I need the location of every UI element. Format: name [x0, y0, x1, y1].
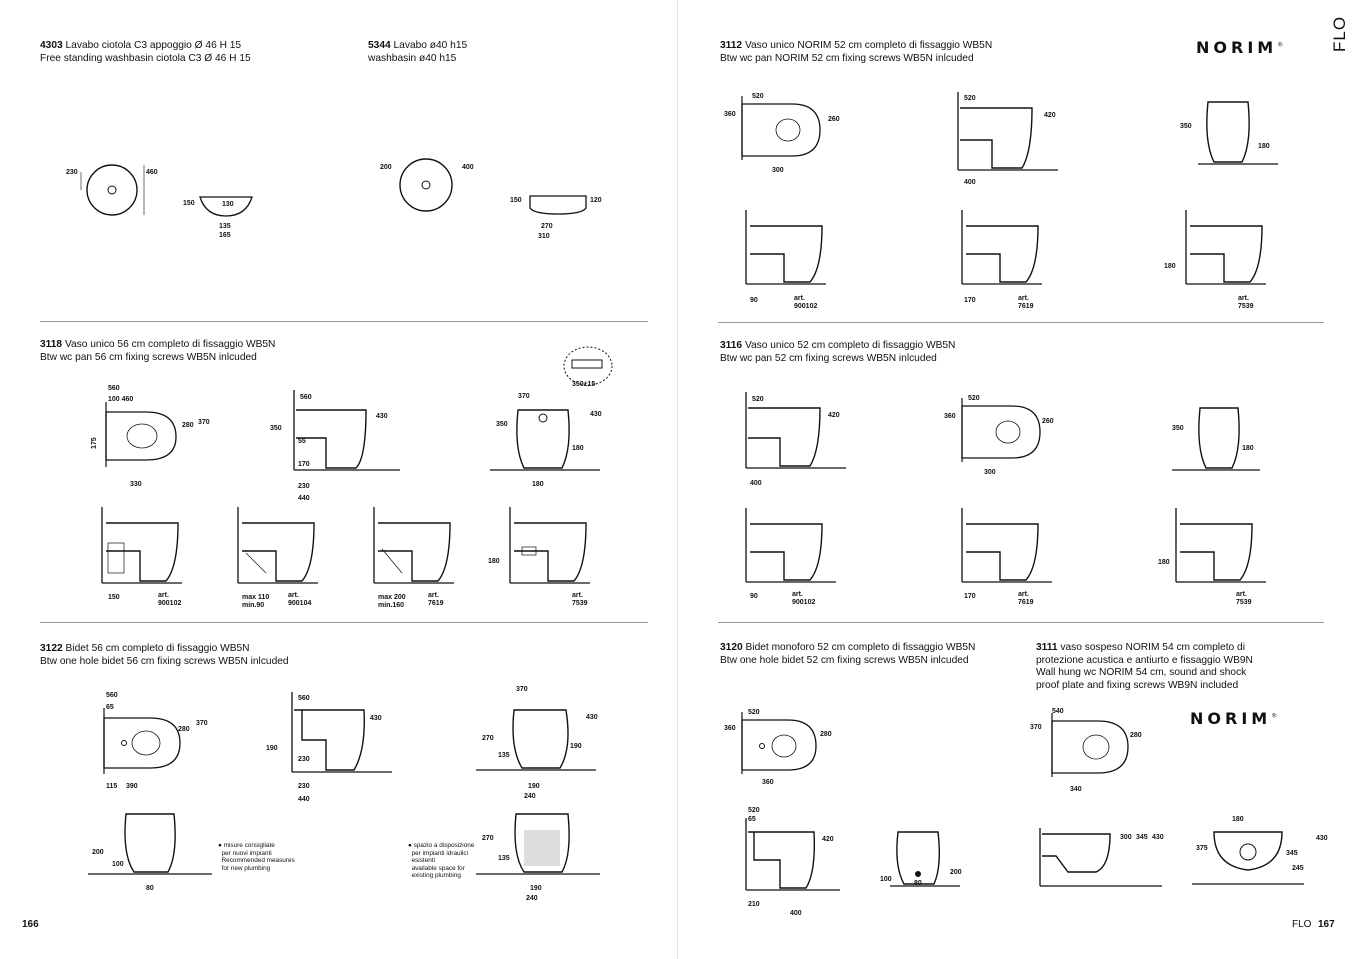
svg-text:min.160: min.160: [378, 602, 405, 609]
svg-text:190: 190: [570, 743, 582, 750]
drawing-3116-installations: [744, 504, 1304, 610]
svg-text:230: 230: [298, 756, 310, 763]
svg-text:900102: 900102: [158, 600, 182, 607]
svg-text:230: 230: [298, 783, 310, 790]
drawing-3111-side: [1038, 826, 1168, 896]
svg-text:7619: 7619: [428, 600, 444, 607]
drawing-3111-top: [1028, 705, 1158, 797]
svg-text:430: 430: [370, 715, 382, 722]
svg-text:345: 345: [1136, 834, 1148, 841]
svg-text:90: 90: [750, 297, 758, 304]
product-header-3111: 3111 vaso sospeso NORIM 54 cm completo di protezione acustica e antiurto e fissaggio WB9N Wall hung wc NORIM 54 cm, sound and shock proof plate and fixing screws WB9N included: [1036, 642, 1253, 691]
svg-text:175: 175: [91, 437, 98, 449]
svg-text:190: 190: [266, 745, 278, 752]
svg-text:400: 400: [790, 910, 802, 917]
svg-text:520: 520: [964, 95, 976, 102]
svg-text:180: 180: [1258, 143, 1270, 150]
svg-text:max 110: max 110: [242, 594, 270, 601]
svg-text:55: 55: [298, 438, 306, 445]
svg-text:art.: art.: [572, 592, 583, 599]
drawing-3118-side: [268, 388, 408, 503]
note-existing: ● spazio a disposizione per impianti idraulici esistenti available space for existing plumbing: [408, 842, 475, 880]
svg-text:200: 200: [92, 849, 104, 856]
product-header-3116: 3116 Vaso unico 52 cm completo di fissaggio WB5N Btw wc pan 52 cm fixing screws WB5N inlcuded: [720, 340, 956, 364]
drawing-5344-side: [508, 192, 608, 242]
svg-text:280: 280: [182, 422, 194, 429]
svg-text:350: 350: [496, 421, 508, 428]
svg-text:270: 270: [541, 223, 553, 230]
svg-text:180: 180: [532, 481, 544, 488]
svg-text:65: 65: [748, 816, 756, 823]
svg-text:560: 560: [108, 385, 120, 392]
svg-text:190: 190: [528, 783, 540, 790]
svg-text:7619: 7619: [1018, 303, 1034, 310]
svg-text:345: 345: [1286, 850, 1298, 857]
drawing-3122-side: [262, 690, 402, 805]
svg-text:370: 370: [196, 720, 208, 727]
product-header-3118: 3118 Vaso unico 56 cm completo di fissaggio WB5N Btw wc pan 56 cm fixing screws WB5N inlcuded: [40, 339, 276, 363]
svg-text:190: 190: [530, 885, 542, 892]
drawing-3116-side: [744, 388, 864, 488]
svg-text:520: 520: [968, 395, 980, 402]
drawing-3112-front: [1178, 92, 1288, 172]
svg-text:170: 170: [298, 461, 310, 468]
svg-text:80: 80: [146, 885, 154, 892]
drawing-3122-install-recommended: [88, 810, 218, 900]
svg-text:520: 520: [748, 807, 760, 814]
svg-text:7619: 7619: [1018, 599, 1034, 606]
product-header-5344: 5344 Lavabo ø40 h15 washbasin ø40 h15: [368, 40, 468, 64]
svg-text:300: 300: [984, 469, 996, 476]
svg-text:art.: art.: [158, 592, 169, 599]
svg-text:max 200: max 200: [378, 594, 406, 601]
svg-text:430: 430: [590, 411, 602, 418]
svg-text:360: 360: [762, 779, 774, 786]
svg-text:135: 135: [498, 752, 510, 759]
drawing-3118-front: [490, 388, 620, 488]
svg-text:120: 120: [590, 197, 602, 204]
svg-text:art.: art.: [1238, 295, 1249, 302]
svg-text:100 460: 100 460: [108, 396, 134, 403]
product-header-3112: 3112 Vaso unico NORIM 52 cm completo di fissaggio WB5N Btw wc pan NORIM 52 cm fixing screws WB5N inlcuded: [720, 40, 993, 64]
svg-text:300: 300: [1120, 834, 1132, 841]
svg-text:180: 180: [488, 558, 500, 565]
product-header-3120: 3120 Bidet monoforo 52 cm completo di fissaggio WB5N Btw one hole bidet 52 cm fixing screws WB5N inlcuded: [720, 642, 976, 666]
svg-text:350: 350: [1172, 425, 1184, 432]
svg-text:420: 420: [828, 412, 840, 419]
drawing-3120-front: [876, 828, 976, 908]
svg-text:540: 540: [1052, 708, 1064, 715]
svg-text:370: 370: [516, 686, 528, 693]
svg-text:150: 150: [108, 594, 120, 601]
brand-logo-2: NORIM®: [1190, 709, 1278, 728]
drawing-3122-front: [476, 682, 616, 802]
svg-text:180: 180: [1242, 445, 1254, 452]
svg-text:art.: art.: [1236, 591, 1247, 598]
svg-text:7539: 7539: [572, 600, 588, 607]
svg-text:375: 375: [1196, 845, 1208, 852]
drawing-3120-side: [744, 804, 864, 919]
svg-text:art.: art.: [794, 295, 805, 302]
svg-text:280: 280: [1130, 732, 1142, 739]
svg-text:130: 130: [222, 201, 234, 208]
svg-text:420: 420: [822, 836, 834, 843]
svg-text:560: 560: [106, 692, 118, 699]
svg-text:360: 360: [944, 413, 956, 420]
svg-text:360: 360: [724, 725, 736, 732]
svg-text:900104: 900104: [288, 600, 312, 607]
drawing-5344-top: [378, 155, 478, 225]
svg-text:420: 420: [1044, 112, 1056, 119]
svg-text:520: 520: [748, 709, 760, 716]
svg-text:350±15: 350±15: [572, 381, 596, 388]
svg-text:280: 280: [178, 726, 190, 733]
product-header-3122: 3122 Bidet 56 cm completo di fissaggio WB5N Btw one hole bidet 56 cm fixing screws WB5N inlcuded: [40, 643, 289, 667]
svg-text:245: 245: [1292, 865, 1304, 872]
svg-text:300: 300: [772, 167, 784, 174]
note-recommended: ● misure consigliate per nuovi impianti Recommended measures for new plumbing: [218, 842, 295, 872]
svg-text:180: 180: [1164, 263, 1176, 270]
svg-text:430: 430: [1152, 834, 1164, 841]
svg-text:80: 80: [914, 880, 922, 887]
svg-text:art.: art.: [1018, 295, 1029, 302]
svg-text:390: 390: [126, 783, 138, 790]
svg-text:440: 440: [298, 495, 310, 502]
svg-text:260: 260: [828, 116, 840, 123]
svg-text:270: 270: [482, 735, 494, 742]
drawing-3112-installations: [744, 206, 1304, 312]
svg-text:430: 430: [1316, 835, 1328, 842]
svg-text:560: 560: [300, 394, 312, 401]
drawing-3116-front: [1172, 400, 1282, 480]
page-number: 166: [22, 919, 39, 930]
svg-text:210: 210: [748, 901, 760, 908]
svg-text:560: 560: [298, 695, 310, 702]
svg-text:430: 430: [376, 413, 388, 420]
svg-text:art.: art.: [792, 591, 803, 598]
svg-text:150: 150: [183, 200, 195, 207]
divider: [718, 622, 1324, 623]
drawing-3116-top: [942, 392, 1072, 482]
svg-text:art.: art.: [428, 592, 439, 599]
svg-text:115: 115: [106, 783, 118, 790]
svg-text:350: 350: [1180, 123, 1192, 130]
page-number: 167: [1318, 919, 1335, 930]
svg-text:90: 90: [750, 593, 758, 600]
drawing-3118-top: [86, 382, 216, 492]
drawing-3112-top: [722, 90, 852, 180]
svg-text:180: 180: [1232, 816, 1244, 823]
svg-text:240: 240: [526, 895, 538, 902]
svg-text:240: 240: [524, 793, 536, 800]
svg-text:150: 150: [510, 197, 522, 204]
divider: [40, 622, 648, 623]
svg-text:400: 400: [964, 179, 976, 186]
svg-text:270: 270: [482, 835, 494, 842]
svg-text:370: 370: [518, 393, 530, 400]
drawing-3122-top: [100, 688, 220, 793]
svg-text:900102: 900102: [792, 599, 816, 606]
footer-label: FLO: [1292, 919, 1312, 930]
svg-text:180: 180: [572, 445, 584, 452]
svg-text:170: 170: [964, 593, 976, 600]
right-page: [678, 0, 1356, 959]
svg-text:350: 350: [270, 425, 282, 432]
divider: [40, 321, 648, 322]
svg-text:340: 340: [1070, 786, 1082, 793]
drawing-3118-installations: [96, 503, 636, 613]
drawing-3122-install-existing: [476, 810, 616, 905]
svg-text:900102: 900102: [794, 303, 818, 310]
svg-text:200: 200: [950, 869, 962, 876]
brand-logo: NORIM®: [1196, 38, 1284, 57]
drawing-3120-top: [722, 706, 852, 796]
svg-text:280: 280: [820, 731, 832, 738]
svg-text:400: 400: [462, 164, 474, 171]
drawing-4303-top: [64, 160, 164, 230]
svg-text:art.: art.: [288, 592, 299, 599]
svg-text:520: 520: [752, 93, 764, 100]
drawing-4303-side: [180, 192, 270, 242]
svg-text:440: 440: [298, 796, 310, 803]
svg-text:min.90: min.90: [242, 602, 265, 609]
svg-text:135: 135: [219, 223, 231, 230]
collection-title: FLO: [1330, 15, 1349, 52]
svg-text:260: 260: [1042, 418, 1054, 425]
svg-text:370: 370: [198, 419, 210, 426]
svg-text:230: 230: [298, 483, 310, 490]
svg-text:370: 370: [1030, 724, 1042, 731]
svg-text:230: 230: [66, 169, 78, 176]
drawing-3112-side: [956, 90, 1076, 190]
svg-text:330: 330: [130, 481, 142, 488]
svg-text:400: 400: [750, 480, 762, 487]
drawing-3118-detail: [560, 344, 620, 390]
svg-text:135: 135: [498, 855, 510, 862]
svg-text:430: 430: [586, 714, 598, 721]
svg-text:360: 360: [724, 111, 736, 118]
svg-text:7539: 7539: [1236, 599, 1252, 606]
svg-text:460: 460: [146, 169, 158, 176]
product-header-4303: 4303 Lavabo ciotola C3 appoggio Ø 46 H 15 Free standing washbasin ciotola C3 Ø 46 H 15: [40, 40, 251, 64]
svg-text:165: 165: [219, 232, 231, 239]
divider: [718, 322, 1324, 323]
svg-text:100: 100: [112, 861, 124, 868]
svg-text:180: 180: [1158, 559, 1170, 566]
svg-text:art.: art.: [1018, 591, 1029, 598]
svg-text:170: 170: [964, 297, 976, 304]
svg-text:7539: 7539: [1238, 303, 1254, 310]
svg-text:200: 200: [380, 164, 392, 171]
svg-text:100: 100: [880, 876, 892, 883]
drawing-3111-front: [1192, 812, 1332, 898]
svg-text:520: 520: [752, 396, 764, 403]
svg-text:310: 310: [538, 233, 550, 240]
svg-text:65: 65: [106, 704, 114, 711]
